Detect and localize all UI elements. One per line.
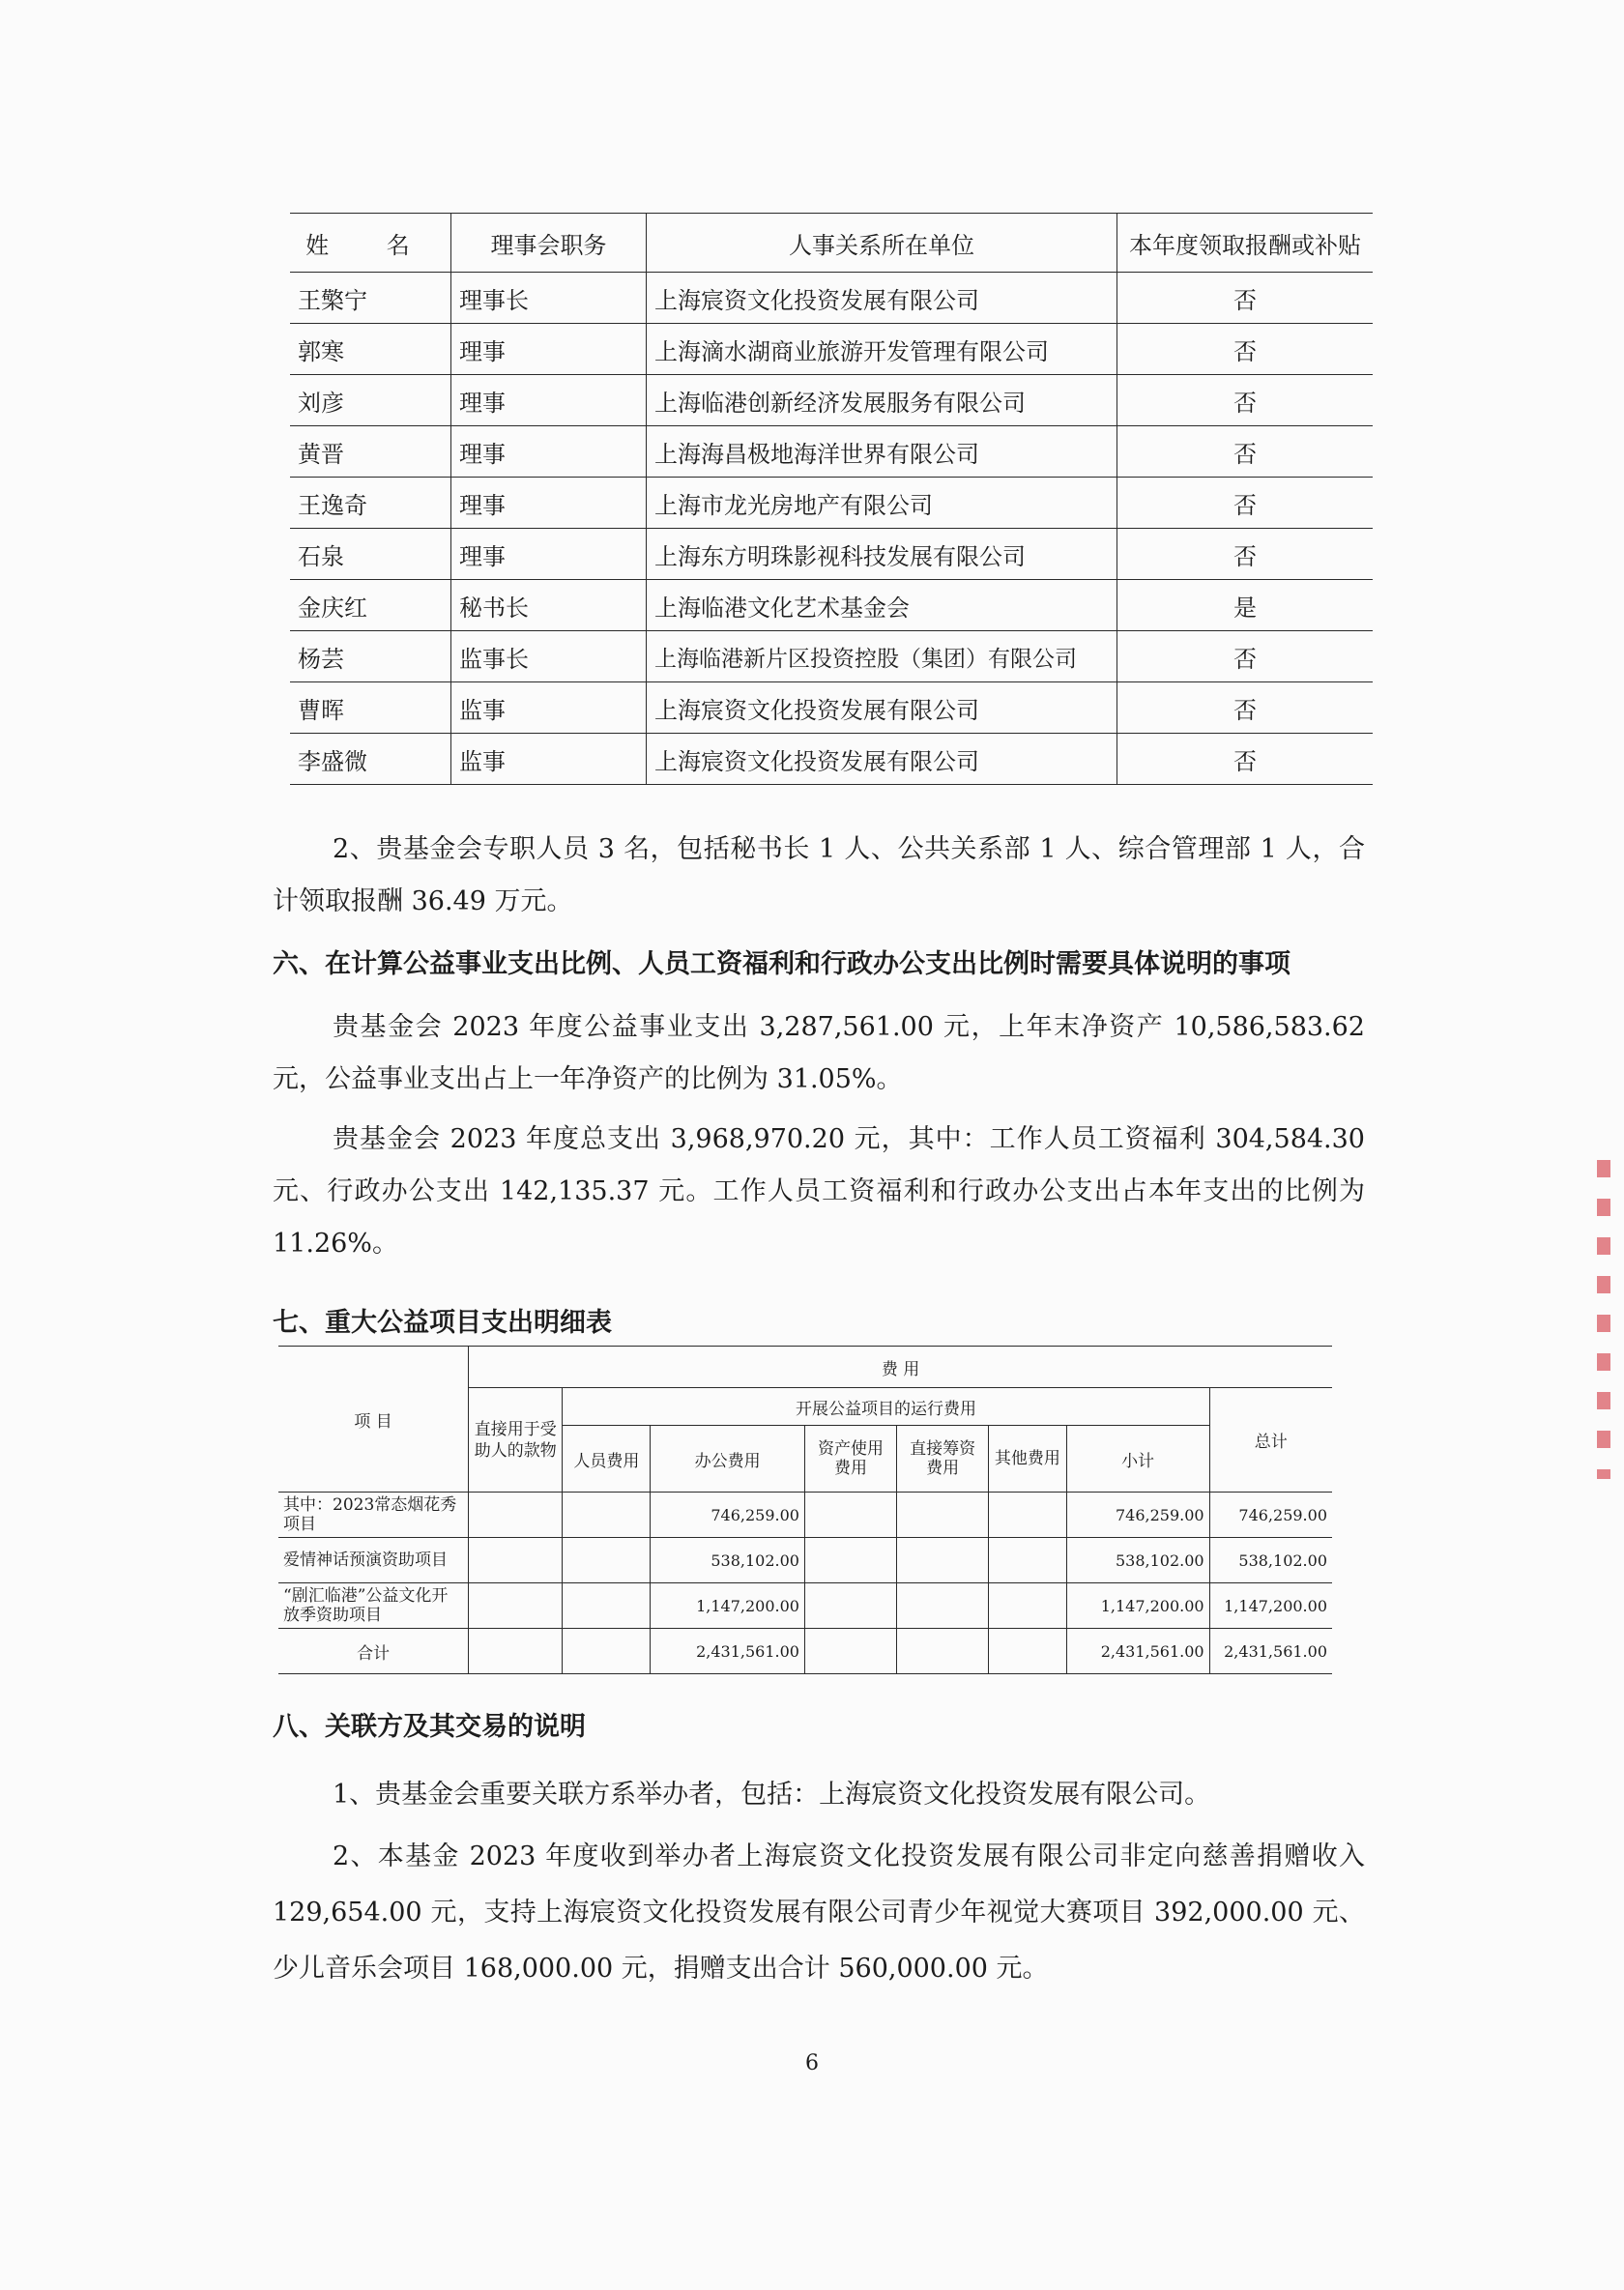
section-8-heading: 八、关联方及其交易的说明 bbox=[273, 1712, 586, 1742]
table-row bbox=[290, 580, 1373, 631]
header-fee: 费 用 bbox=[469, 1347, 1332, 1388]
member-position: 理事 bbox=[451, 529, 647, 580]
cell-direct bbox=[469, 1583, 563, 1629]
table-row bbox=[278, 1493, 1332, 1538]
member-unit: 上海滴水湖商业旅游开发管理有限公司 bbox=[647, 324, 1117, 375]
board-members-table bbox=[290, 213, 1373, 785]
header-staff-cost: 人员费用 bbox=[563, 1426, 651, 1493]
header-position: 理事会职务 bbox=[451, 214, 647, 273]
board-table-header-row bbox=[290, 214, 1373, 273]
member-name: 刘彦 bbox=[290, 375, 451, 426]
header-paid: 本年度领取报酬或补贴 bbox=[1117, 214, 1374, 273]
table-row bbox=[290, 529, 1373, 580]
member-paid: 否 bbox=[1117, 426, 1374, 478]
cell-total: 1,147,200.00 bbox=[1209, 1583, 1332, 1629]
member-position: 理事 bbox=[451, 478, 647, 529]
cell-fundraising bbox=[897, 1583, 989, 1629]
header-asset-cost: 资产使用 费用 bbox=[804, 1426, 896, 1493]
cell-total: 2,431,561.00 bbox=[1209, 1629, 1332, 1674]
member-unit: 上海临港文化艺术基金会 bbox=[647, 580, 1117, 631]
cell-office: 1,147,200.00 bbox=[651, 1583, 805, 1629]
cell-subtotal: 746,259.00 bbox=[1066, 1493, 1209, 1538]
member-position: 理事 bbox=[451, 426, 647, 478]
cell-other bbox=[989, 1493, 1066, 1538]
header-office-cost: 办公费用 bbox=[651, 1426, 805, 1493]
cell-other bbox=[989, 1538, 1066, 1583]
member-paid: 否 bbox=[1117, 529, 1374, 580]
cell-asset bbox=[804, 1583, 896, 1629]
member-name: 杨芸 bbox=[290, 631, 451, 682]
table-row-total bbox=[278, 1629, 1332, 1674]
member-position: 监事 bbox=[451, 682, 647, 734]
cell-office: 746,259.00 bbox=[651, 1493, 805, 1538]
member-name: 李盛微 bbox=[290, 734, 451, 785]
table-row bbox=[290, 734, 1373, 785]
table-row bbox=[290, 682, 1373, 734]
header-other-cost: 其他费用 bbox=[989, 1426, 1066, 1493]
section-8-paragraph-1: 1、贵基金会重要关联方系举办者，包括：上海宸资文化投资发展有限公司。 bbox=[333, 1780, 1211, 1810]
cell-other bbox=[989, 1583, 1066, 1629]
cell-asset bbox=[804, 1538, 896, 1583]
member-paid: 否 bbox=[1117, 273, 1374, 324]
header-direct-aid: 直接用于受助人的款物 bbox=[469, 1388, 563, 1493]
member-paid: 否 bbox=[1117, 631, 1374, 682]
section-6-paragraph-1: 贵基金会 2023 年度公益事业支出 3,287,561.00 元，上年末净资产 10,586,583.62 元，公益事业支出占上一年净资产的比例为 31.05%。 bbox=[273, 1012, 1365, 1094]
header-subtotal: 小计 bbox=[1066, 1426, 1209, 1493]
member-unit: 上海宸资文化投资发展有限公司 bbox=[647, 273, 1117, 324]
member-position: 秘书长 bbox=[451, 580, 647, 631]
cell-asset bbox=[804, 1629, 896, 1674]
cell-subtotal: 1,147,200.00 bbox=[1066, 1583, 1209, 1629]
project-item: 合计 bbox=[278, 1629, 469, 1674]
section-6-heading: 六、在计算公益事业支出比例、人员工资福利和行政办公支出比例时需要具体说明的事项 bbox=[273, 949, 1290, 979]
project-item: 其中：2023常态烟花秀项目 bbox=[278, 1493, 469, 1538]
cell-office: 538,102.00 bbox=[651, 1538, 805, 1583]
project-expense-table bbox=[278, 1346, 1332, 1674]
member-name: 曹晖 bbox=[290, 682, 451, 734]
member-unit: 上海临港新片区投资控股（集团）有限公司 bbox=[647, 631, 1117, 682]
cell-total: 746,259.00 bbox=[1209, 1493, 1332, 1538]
table-row bbox=[290, 375, 1373, 426]
cell-direct bbox=[469, 1493, 563, 1538]
cell-asset bbox=[804, 1493, 896, 1538]
section-8-paragraph-2: 2、本基金 2023 年度收到举办者上海宸资文化投资发展有限公司非定向慈善捐赠收入 129,654.00 元，支持上海宸资文化投资发展有限公司青少年视觉大赛项目 392,000.00 元、少儿音乐会项目 168,000.00 元，捐赠支出合计 560,000.00 元。 bbox=[273, 1841, 1365, 1984]
cell-office: 2,431,561.00 bbox=[651, 1629, 805, 1674]
table-row bbox=[290, 324, 1373, 375]
table-row bbox=[290, 478, 1373, 529]
cell-staff bbox=[563, 1493, 651, 1538]
header-name: 姓 名 bbox=[290, 214, 451, 273]
cell-staff bbox=[563, 1583, 651, 1629]
cell-direct bbox=[469, 1629, 563, 1674]
member-name: 石泉 bbox=[290, 529, 451, 580]
cell-fundraising bbox=[897, 1493, 989, 1538]
header-unit: 人事关系所在单位 bbox=[647, 214, 1117, 273]
member-unit: 上海海昌极地海洋世界有限公司 bbox=[647, 426, 1117, 478]
staff-paragraph: 2、贵基金会专职人员 3 名，包括秘书长 1 人、公共关系部 1 人、综合管理部 1 人，合计领取报酬 36.49 万元。 bbox=[273, 834, 1365, 916]
cell-staff bbox=[563, 1538, 651, 1583]
member-paid: 否 bbox=[1117, 324, 1374, 375]
table-row bbox=[290, 631, 1373, 682]
cell-fundraising bbox=[897, 1629, 989, 1674]
red-seal-edge bbox=[1597, 1160, 1610, 1479]
section-6-paragraph-2: 贵基金会 2023 年度总支出 3,968,970.20 元，其中：工作人员工资福利 304,584.30 元、行政办公支出 142,135.37 元。工作人员工资福利和行政办公支出占本年支出的比例为 11.26%。 bbox=[273, 1124, 1365, 1259]
cell-total: 538,102.00 bbox=[1209, 1538, 1332, 1583]
header-total: 总计 bbox=[1209, 1388, 1332, 1493]
header-item: 项 目 bbox=[278, 1347, 469, 1493]
member-name: 金庆红 bbox=[290, 580, 451, 631]
member-unit: 上海宸资文化投资发展有限公司 bbox=[647, 734, 1117, 785]
member-name: 王檠宁 bbox=[290, 273, 451, 324]
member-paid: 否 bbox=[1117, 682, 1374, 734]
header-fundraising-cost: 直接筹资费用 bbox=[897, 1426, 989, 1493]
cell-subtotal: 2,431,561.00 bbox=[1066, 1629, 1209, 1674]
table-row bbox=[290, 426, 1373, 478]
table-row bbox=[290, 273, 1373, 324]
cell-staff bbox=[563, 1629, 651, 1674]
member-position: 监事 bbox=[451, 734, 647, 785]
table-row bbox=[278, 1538, 1332, 1583]
member-unit: 上海东方明珠影视科技发展有限公司 bbox=[647, 529, 1117, 580]
member-name: 王逸奇 bbox=[290, 478, 451, 529]
member-paid: 否 bbox=[1117, 478, 1374, 529]
member-unit: 上海宸资文化投资发展有限公司 bbox=[647, 682, 1117, 734]
header-operating-cost: 开展公益项目的运行费用 bbox=[563, 1388, 1209, 1426]
cell-subtotal: 538,102.00 bbox=[1066, 1538, 1209, 1583]
member-name: 黄晋 bbox=[290, 426, 451, 478]
member-unit: 上海临港创新经济发展服务有限公司 bbox=[647, 375, 1117, 426]
member-position: 理事 bbox=[451, 375, 647, 426]
cell-direct bbox=[469, 1538, 563, 1583]
project-item: 爱情神话预演资助项目 bbox=[278, 1538, 469, 1583]
section-7-heading: 七、重大公益项目支出明细表 bbox=[273, 1308, 612, 1338]
member-paid: 是 bbox=[1117, 580, 1374, 631]
member-paid: 否 bbox=[1117, 734, 1374, 785]
project-item: “剧汇临港”公益文化开放季资助项目 bbox=[278, 1583, 469, 1629]
member-position: 理事 bbox=[451, 324, 647, 375]
member-paid: 否 bbox=[1117, 375, 1374, 426]
cell-fundraising bbox=[897, 1538, 989, 1583]
member-position: 监事长 bbox=[451, 631, 647, 682]
cell-other bbox=[989, 1629, 1066, 1674]
member-position: 理事长 bbox=[451, 273, 647, 324]
page-number: 6 bbox=[805, 2051, 819, 2075]
member-unit: 上海市龙光房地产有限公司 bbox=[647, 478, 1117, 529]
table-row bbox=[278, 1583, 1332, 1629]
member-name: 郭寒 bbox=[290, 324, 451, 375]
